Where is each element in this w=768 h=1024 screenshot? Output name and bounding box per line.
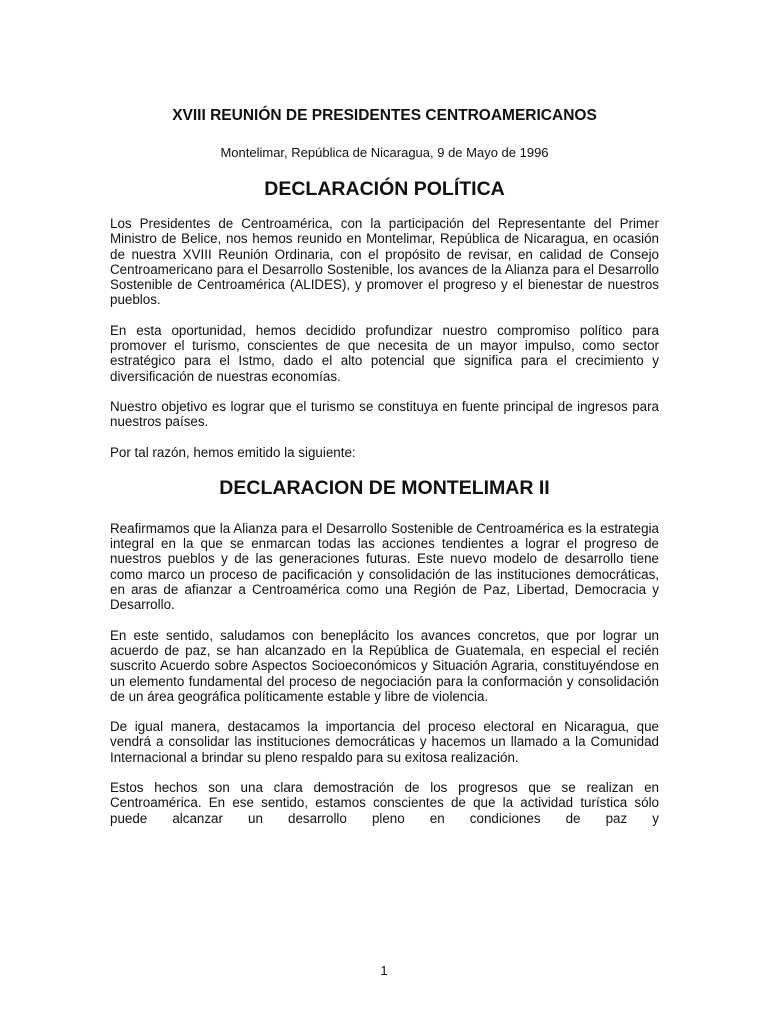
- document-title: DECLARACIÓN POLÍTICA: [264, 178, 505, 200]
- intro-paragraph: Los Presidentes de Centroamérica, con la participación del Representante del Primer Ministro de Belice, nos hemos reunido en Montelimar, República de Nicaragua, en ocasión de nuestra XVIII Reunión Ordinaria, con el propósito de revisar, en calidad de Consejo Centroamericano para el Desarrollo Sostenible, los avances de la Alianza para el Desarrollo Sostenible de Centroamérica (ALIDES), y promover el progreso y el bienestar de nuestros pueblos.: [110, 216, 659, 308]
- intro-paragraph: En esta oportunidad, hemos decidido profundizar nuestro compromiso político para promover el turismo, conscientes de que necesita de un mayor impulso, como sector estratégico para el Istmo, dado el alto potencial que significa para el crecimiento y diversificación de nuestras economías.: [110, 322, 659, 384]
- body-paragraph: Estos hechos son una clara demostración de los progresos que se realizan en Centroamérica. En ese sentido, estamos conscientes de que la actividad turística sólo puede alcanzar un desarrollo pleno en condiciones de paz y: [110, 780, 659, 826]
- body-paragraph: De igual manera, destacamos la importancia del proceso electoral en Nicaragua, que vendrá a consolidar las instituciones democráticas y hacemos un llamado a la Comunidad Internacional a brindar su pleno respaldo para su exitosa realización.: [110, 719, 659, 765]
- body-paragraph: En este sentido, saludamos con beneplácito los avances concretos, que por lograr un acuerdo de paz, se han alcanzado en la República de Guatemala, en especial el recién suscrito Acuerdo sobre Aspectos Socioeconómicos y Situación Agraria, constituyéndose en un elemento fundamental del proceso de negociación para la conformación y consolidación de un área geográfica políticamente estable y libre de violencia.: [110, 627, 659, 704]
- document-body: [110, 106, 659, 826]
- declaration-subtitle: DECLARACION DE MONTELIMAR II: [219, 476, 550, 499]
- body-paragraph: Reafirmamos que la Alianza para el Desarrollo Sostenible de Centroamérica es la estrategia integral en la que se enmarcan todas las acciones tendientes a lograr el progreso de nuestros pueblos y de las generaciones futuras. Este nuevo modelo de desarrollo tiene como marco un proceso de pacificación y consolidación de las instituciones democráticas, en aras de afianzar a Centroamérica como una Región de Paz, Libertad, Democracia y Desarrollo.: [110, 520, 659, 613]
- intro-paragraph: Nuestro objetivo es lograr que el turismo se constituya en fuente principal de ingresos para nuestros países.: [110, 398, 659, 430]
- page-number: 1: [380, 963, 388, 978]
- intro-paragraph: Por tal razón, hemos emitido la siguiente:: [110, 444, 356, 460]
- meeting-heading: XVIII REUNIÓN DE PRESIDENTES CENTROAMERICANOS: [172, 107, 597, 124]
- place-date-line: Montelimar, República de Nicaragua, 9 de Mayo de 1996: [220, 145, 549, 160]
